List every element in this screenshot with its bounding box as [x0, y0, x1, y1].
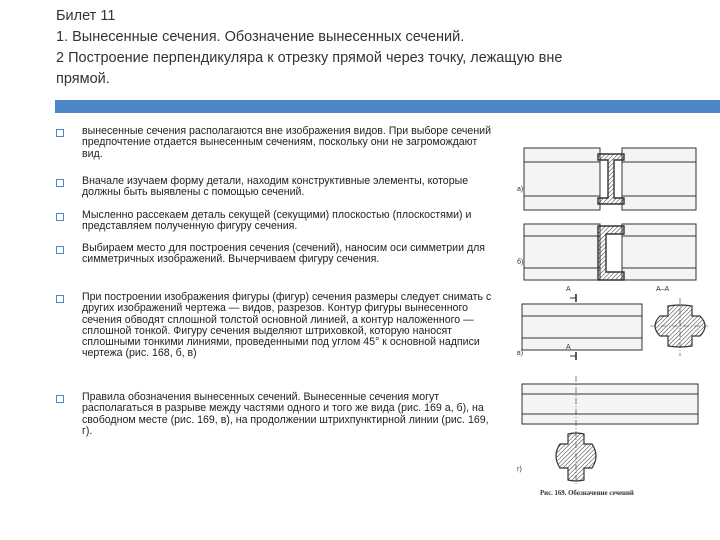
square-bullet-icon: [56, 179, 64, 187]
section-mark-bottom: А: [566, 344, 571, 351]
figure-label-a: а): [517, 186, 524, 193]
figure-label-g: г): [517, 466, 522, 473]
bullet-text: вынесенные сечения располагаются вне изображения видов. При выборе сечений предпочтение отдается вынесенным сечениям, поскольку они не загромождают вид.: [82, 125, 492, 160]
view-b: [524, 224, 696, 280]
section-mark-top: А: [566, 286, 571, 293]
title-line-3: 2 Построение перпендикуляра к отрезку прямой через точку, лежащую вне: [56, 50, 563, 66]
square-bullet-icon: [56, 213, 64, 221]
sections-figure: [510, 126, 710, 506]
bullet-text: Мысленно рассекаем деталь секущей (секущими) плоскостью (плоскостями) и представляем полученную фигуру сечения.: [82, 209, 472, 233]
square-bullet-icon: [56, 129, 64, 137]
bullet-text: Вначале изучаем форму детали, находим конструктивные элементы, которые должны быть выявлены с помощью сечений.: [82, 175, 469, 199]
bullet-text: Выбираем место для построения сечения (сечений), наносим оси симметрии для симметричных изображений. Вычерчиваем фигуру сечения.: [82, 242, 486, 266]
view-a: [524, 148, 696, 210]
title-line-4: прямой.: [56, 71, 110, 87]
figure-label-b: б): [517, 259, 524, 266]
accent-bar: [55, 100, 720, 113]
square-bullet-icon: [56, 395, 64, 403]
square-bullet-icon: [56, 295, 64, 303]
square-bullet-icon: [56, 246, 64, 254]
figure-caption: Рис. 169. Обозначение сечений: [540, 490, 634, 497]
bullet-text: При построении изображения фигуры (фигур) сечения размеры следует снимать с других изображений чертежа — видов, разрезов. Контур фигуры вынесенного сечения обводят сплошной толстой основной линией, а контур наложенного — сплошной тонкой. Фигуру сечения выделяют штриховкой, которую наносят сплошными тонкими линиями, проведенными под углом 45° к основной надписи чертежа (рис. 168, б, в): [82, 291, 492, 360]
title-line-1: Билет 11: [56, 8, 116, 24]
title-line-2: 1. Вынесенные сечения. Обозначение вынесенных сечений.: [56, 29, 465, 45]
section-mark-label: А–А: [656, 286, 670, 293]
bullet-text: Правила обозначения вынесенных сечений. Вынесенные сечения могут располагаться в разрыве между частями одного и того же вида (рис. 169 а, б), на свободном месте (рис. 169, в), на продолжении штрихпунктирной линии (рис. 169, г).: [82, 391, 489, 437]
slide-title: [56, 6, 696, 90]
view-g: [522, 376, 698, 484]
figure-label-v: в): [517, 350, 524, 357]
view-v: [522, 294, 708, 360]
